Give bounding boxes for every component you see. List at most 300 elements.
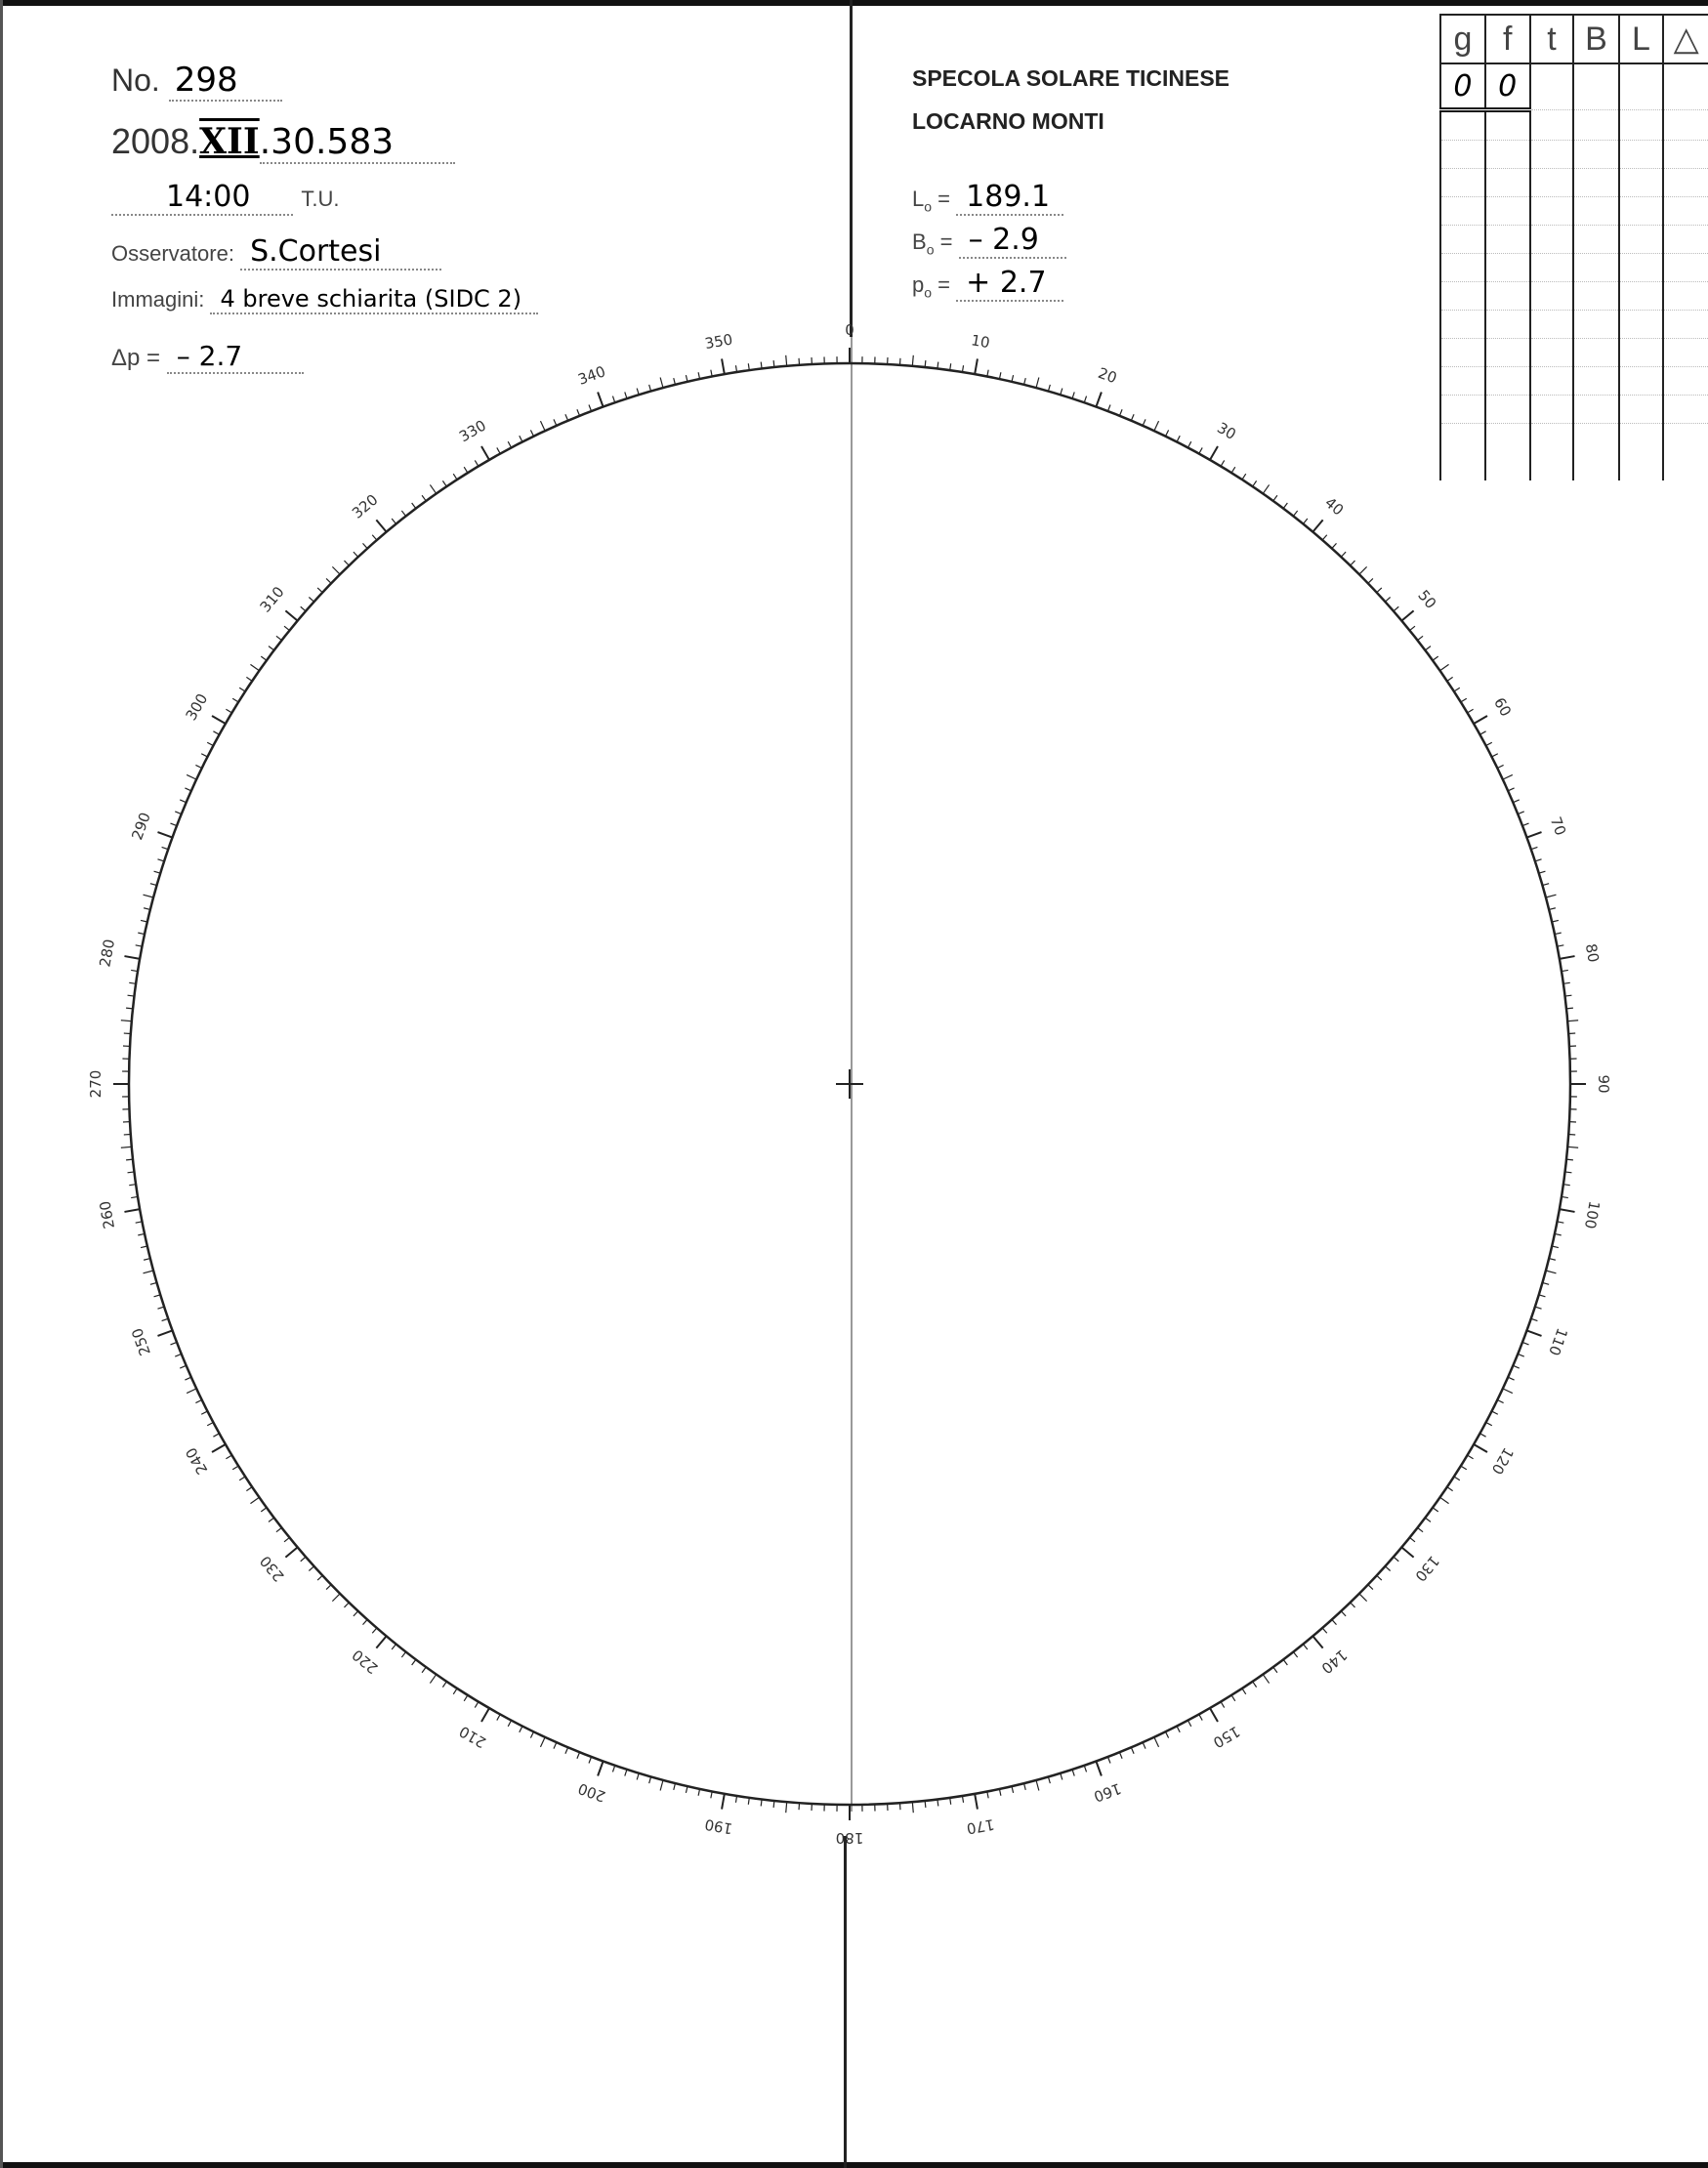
date-year: 2008. (111, 121, 200, 161)
degree-label: 190 (703, 1814, 734, 1838)
degree-tick (392, 1645, 396, 1649)
degree-tick (1221, 1702, 1225, 1708)
degree-tick (1433, 1508, 1438, 1512)
degree-tick (276, 1527, 282, 1531)
number-label: No. (111, 63, 160, 98)
degree-tick (1061, 389, 1062, 396)
degree-tick (250, 664, 259, 670)
degree-tick (1535, 1307, 1542, 1309)
degree-label: 60 (1490, 694, 1516, 720)
degree-label: 80 (1581, 941, 1603, 964)
degree-tick (1479, 1434, 1485, 1437)
b0-value: – 2.9 (959, 223, 1066, 259)
degree-label: 140 (1317, 1646, 1351, 1678)
degree-tick (1312, 1636, 1322, 1647)
degree-tick (1479, 731, 1485, 734)
col-header-delta: △ (1663, 15, 1708, 63)
degree-tick (201, 1411, 207, 1414)
degree-tick (1564, 995, 1571, 996)
degree-tick (442, 1682, 446, 1688)
degree-label: 300 (182, 690, 212, 724)
degree-tick (269, 1518, 274, 1522)
degree-tick (520, 436, 522, 441)
degree-tick (138, 1233, 145, 1234)
degree-tick (226, 709, 231, 713)
degree-tick (1566, 1159, 1573, 1160)
degree-tick (213, 1434, 219, 1437)
degree-tick (226, 1455, 231, 1459)
l0-sub: o (924, 198, 933, 215)
degree-tick (761, 1799, 762, 1806)
degree-tick (1036, 1780, 1039, 1791)
degree-tick (170, 823, 177, 826)
degree-tick (1154, 421, 1159, 431)
degree-tick (1560, 956, 1575, 959)
degree-tick (317, 588, 322, 593)
degree-label: 100 (1580, 1199, 1604, 1230)
degree-tick (1518, 812, 1523, 814)
time-value: 14:00 (111, 180, 293, 216)
degree-tick (565, 414, 568, 420)
degree-tick (1322, 1628, 1327, 1633)
observer-label: Osservatore: (111, 241, 234, 266)
degree-tick (1293, 1652, 1297, 1658)
degree-tick (362, 1619, 367, 1624)
degree-tick (124, 956, 140, 959)
degree-tick (1418, 636, 1424, 640)
degree-tick (1497, 765, 1503, 768)
degree-tick (1535, 859, 1542, 861)
degree-label: 180 (835, 1829, 864, 1847)
degree-tick (187, 774, 196, 779)
degree-tick (175, 1354, 181, 1356)
degree-tick (975, 358, 978, 374)
degree-tick (1468, 709, 1474, 713)
degree-tick (157, 1330, 172, 1335)
degree-tick (686, 1786, 687, 1793)
degree-tick (144, 908, 150, 910)
degree-tick (598, 1761, 603, 1775)
degree-tick (1555, 933, 1562, 934)
degree-tick (1242, 1689, 1246, 1694)
degree-label: 120 (1487, 1444, 1518, 1478)
degree-tick (1508, 1377, 1514, 1380)
degree-tick (1303, 1645, 1307, 1649)
degree-tick (1036, 378, 1039, 389)
p0-value: + 2.7 (956, 266, 1063, 302)
degree-label: 230 (256, 1552, 288, 1585)
degree-label: 210 (456, 1722, 489, 1752)
degree-tick (1107, 1757, 1110, 1764)
degree-tick (773, 1801, 774, 1808)
date-month: XII (199, 121, 260, 162)
degree-tick (1425, 1518, 1431, 1522)
degree-tick (195, 1400, 201, 1403)
degree-tick (1143, 419, 1146, 425)
degree-label: 330 (456, 416, 489, 446)
degree-tick (1440, 1497, 1449, 1503)
degree-label: 90 (1595, 1074, 1612, 1094)
degree-tick (354, 1611, 358, 1616)
degree-tick (276, 636, 282, 640)
degree-tick (401, 511, 405, 517)
degree-tick (144, 1271, 154, 1273)
b0-equals: = (939, 229, 953, 254)
degree-tick (1555, 1233, 1562, 1234)
degree-tick (1401, 1547, 1413, 1557)
degree-tick (1154, 1737, 1159, 1747)
degree-tick (1061, 1773, 1062, 1780)
degree-tick (401, 1652, 405, 1658)
degree-tick (1199, 447, 1202, 453)
degree-label: 200 (575, 1779, 608, 1806)
degree-tick (1273, 1667, 1277, 1673)
degree-label: 130 (1411, 1552, 1443, 1585)
degree-tick (362, 543, 367, 548)
degree-tick (937, 1799, 938, 1806)
degree-label: 250 (128, 1325, 154, 1358)
degree-tick (1410, 626, 1415, 630)
degree-tick (698, 1789, 699, 1796)
degree-tick (1513, 800, 1519, 803)
degree-tick (1024, 1783, 1026, 1790)
degree-tick (128, 1172, 135, 1173)
degree-tick (1539, 1295, 1546, 1297)
degree-tick (637, 389, 639, 396)
degree-tick (1461, 1466, 1467, 1470)
degree-tick (170, 1342, 177, 1345)
degree-tick (1522, 1342, 1529, 1345)
col-header-g: g (1440, 15, 1485, 63)
degree-label: 150 (1210, 1722, 1243, 1752)
degree-tick (157, 832, 172, 837)
degree-tick (1107, 404, 1110, 411)
degree-tick (1447, 1487, 1453, 1491)
degree-tick (1231, 1695, 1235, 1701)
degree-tick (520, 1727, 522, 1732)
observatory-name-line1: SPECOLA SOLARE TICINESE (912, 65, 1230, 91)
degree-tick (1166, 1731, 1169, 1737)
degree-tick (1385, 597, 1390, 602)
degree-tick (301, 1557, 306, 1562)
degree-tick (1119, 1752, 1122, 1758)
degree-tick (1253, 480, 1257, 486)
degree-label: 50 (1414, 586, 1440, 612)
degree-tick (975, 1794, 978, 1810)
degree-tick (1177, 1727, 1180, 1732)
degree-tick (261, 1508, 267, 1512)
degree-tick (1492, 1411, 1498, 1414)
p0-sub: o (924, 284, 933, 301)
degree-tick (1187, 441, 1190, 447)
degree-tick (185, 788, 190, 791)
degree-tick (154, 871, 161, 873)
degree-tick (326, 578, 331, 583)
degree-tick (1447, 677, 1453, 681)
degree-tick (497, 1714, 500, 1720)
degree-tick (246, 1487, 252, 1491)
l0-value: 189.1 (956, 180, 1063, 216)
degree-tick (1368, 578, 1373, 583)
degree-tick (1425, 646, 1431, 650)
degree-tick (284, 626, 289, 630)
degree-tick (1513, 1365, 1519, 1368)
degree-tick (1546, 1271, 1557, 1273)
degree-tick (1231, 467, 1235, 473)
degree-tick (999, 372, 1000, 379)
images-label: Immagini: (111, 287, 205, 312)
degree-tick (284, 1537, 289, 1541)
degree-label: 240 (182, 1444, 212, 1478)
degree-tick (422, 1667, 426, 1673)
degree-tick (144, 895, 154, 897)
degree-tick (660, 378, 663, 389)
degree-tick (1312, 520, 1322, 531)
degree-tick (201, 754, 207, 757)
degree-tick (1564, 1172, 1571, 1173)
degree-tick (1566, 1008, 1573, 1009)
degree-tick (207, 1422, 213, 1425)
degree-label: 20 (1095, 363, 1120, 388)
degree-tick (698, 372, 699, 379)
degree-tick (301, 606, 306, 611)
col-header-t: t (1530, 15, 1574, 63)
degree-tick (1283, 1659, 1287, 1665)
degree-tick (138, 933, 145, 934)
degree-tick (1332, 543, 1337, 548)
degree-tick (344, 1603, 349, 1607)
degree-tick (1166, 430, 1169, 436)
degree-tick (1253, 1682, 1257, 1688)
degree-tick (1518, 1354, 1523, 1356)
degree-label: 160 (1091, 1779, 1124, 1806)
degree-tick (372, 535, 377, 540)
degree-tick (250, 1497, 259, 1503)
degree-tick (1503, 774, 1513, 779)
degree-tick (1072, 1770, 1074, 1776)
observatory-name-line2: LOCARNO MONTI (912, 108, 1104, 134)
cell-f: 0 (1485, 63, 1530, 110)
degree-tick (786, 1802, 787, 1813)
degree-tick (1410, 1537, 1415, 1541)
degree-tick (625, 1770, 627, 1776)
degree-tick (1418, 1527, 1424, 1531)
degree-tick (430, 484, 436, 493)
degree-tick (1549, 908, 1556, 910)
degree-label: 170 (965, 1814, 996, 1838)
degree-tick (1497, 1400, 1503, 1403)
degree-tick (1454, 1477, 1460, 1480)
delta-p-label: Δp = (111, 345, 161, 371)
degree-tick (1221, 460, 1225, 466)
degree-tick (376, 520, 386, 531)
degree-tick (412, 503, 416, 509)
degree-tick (1273, 495, 1277, 501)
degree-tick (773, 360, 774, 367)
degree-tick (1351, 1603, 1355, 1607)
degree-label: 10 (970, 331, 992, 353)
degree-tick (999, 1789, 1000, 1796)
degree-tick (912, 355, 913, 366)
degree-tick (1503, 1389, 1513, 1394)
degree-tick (180, 800, 186, 803)
degree-tick (232, 1466, 238, 1470)
degree-tick (1549, 1259, 1556, 1261)
degree-tick (269, 646, 274, 650)
degree-tick (344, 561, 349, 565)
degree-tick (412, 1659, 416, 1665)
degree-tick (1546, 895, 1557, 897)
degree-tick (1303, 519, 1307, 523)
degree-tick (612, 1766, 614, 1772)
degree-tick (1072, 392, 1074, 398)
degree-tick (786, 355, 787, 366)
degree-tick (141, 1246, 147, 1248)
degree-tick (497, 447, 500, 453)
degree-tick (1293, 511, 1297, 517)
degree-tick (464, 467, 468, 473)
degree-tick (1341, 1611, 1346, 1616)
degree-tick (1024, 378, 1026, 385)
degree-tick (1461, 698, 1467, 702)
degree-tick (589, 404, 592, 411)
degree-label: 270 (87, 1069, 104, 1099)
images-value: 4 breve schiarita (SIDC 2) (210, 285, 538, 314)
degree-tick (1377, 588, 1382, 593)
degree-tick (1177, 436, 1180, 441)
degree-tick (660, 1780, 663, 1791)
degree-tick (540, 421, 545, 431)
degree-tick (1531, 1318, 1538, 1320)
degree-tick (637, 1773, 639, 1780)
degree-tick (317, 1575, 322, 1580)
degree-label: 290 (128, 810, 154, 843)
degree-tick (212, 1444, 226, 1452)
degree-tick (1526, 1330, 1541, 1335)
degree-tick (453, 1689, 457, 1694)
degree-tick (475, 1702, 479, 1708)
degree-tick (175, 812, 181, 814)
degree-tick (912, 1802, 913, 1813)
degree-tick (1012, 1786, 1014, 1793)
degree-tick (1096, 392, 1101, 406)
degree-tick (1341, 552, 1346, 557)
degree-tick (722, 358, 725, 374)
degree-tick (126, 1159, 133, 1160)
degree-tick (157, 1307, 164, 1309)
observer-value: S.Cortesi (240, 234, 441, 271)
degree-tick (1539, 871, 1546, 873)
degree-tick (1454, 688, 1460, 691)
degree-tick (1492, 754, 1498, 757)
degree-tick (1474, 716, 1487, 724)
degree-tick (285, 610, 297, 620)
col-header-b: B (1573, 15, 1618, 63)
col-header-l: L (1619, 15, 1664, 63)
degree-tick (187, 1389, 196, 1394)
degree-tick (464, 1695, 468, 1701)
degree-tick (239, 688, 245, 691)
degree-tick (422, 495, 426, 501)
degree-tick (598, 392, 603, 406)
degree-tick (1508, 788, 1514, 791)
degree-tick (1368, 1585, 1373, 1590)
degree-label: 30 (1214, 418, 1239, 443)
degree-tick (162, 847, 169, 849)
degree-label: 70 (1546, 813, 1570, 839)
degree-tick (1119, 409, 1122, 415)
degree-tick (577, 1752, 580, 1758)
degree-tick (1377, 1575, 1382, 1580)
degree-tick (1526, 832, 1541, 837)
degree-tick (141, 920, 147, 922)
degree-tick (195, 765, 201, 768)
degree-tick (1359, 566, 1367, 574)
degree-tick (354, 552, 358, 557)
degree-label: 40 (1321, 493, 1348, 520)
degree-tick (453, 474, 457, 479)
degree-tick (1394, 1557, 1398, 1562)
degree-tick (232, 698, 238, 702)
l0-equals: = (937, 187, 951, 211)
degree-tick (554, 419, 557, 425)
degree-tick (157, 859, 164, 861)
degree-tick (1322, 535, 1327, 540)
degree-tick (1474, 1444, 1487, 1452)
degree-tick (1351, 561, 1355, 565)
degree-tick (686, 375, 687, 382)
degree-tick (1283, 503, 1287, 509)
degree-tick (1096, 1761, 1101, 1775)
l0-label: L (912, 187, 925, 211)
degree-tick (162, 1318, 169, 1320)
degree-tick (212, 716, 226, 724)
degree-label: 320 (349, 490, 382, 522)
degree-tick (612, 396, 614, 403)
degree-tick (925, 1801, 926, 1808)
degree-tick (508, 441, 511, 447)
degree-tick (1486, 742, 1492, 745)
degree-tick (722, 1794, 725, 1810)
degree-tick (1359, 1594, 1367, 1602)
degree-tick (442, 480, 446, 486)
degree-tick (1210, 446, 1218, 460)
degree-tick (239, 1477, 245, 1480)
degree-tick (481, 1708, 489, 1722)
degree-tick (481, 446, 489, 460)
time-unit: T.U. (301, 187, 340, 211)
degree-tick (530, 1731, 533, 1737)
degree-tick (1332, 1619, 1337, 1624)
degree-tick (1440, 664, 1449, 670)
degree-tick (937, 362, 938, 369)
degree-tick (332, 566, 340, 574)
degree-tick (554, 1742, 557, 1748)
degree-tick (1468, 1455, 1474, 1459)
degree-tick (126, 1008, 133, 1009)
degree-tick (1143, 1742, 1146, 1748)
degree-tick (1199, 1714, 1202, 1720)
degree-label: 260 (96, 1199, 119, 1230)
degree-tick (1242, 474, 1246, 479)
degree-tick (625, 392, 627, 398)
b0-label: B (912, 229, 927, 254)
degree-tick (1187, 1721, 1190, 1727)
degree-tick (925, 360, 926, 367)
degree-tick (207, 742, 213, 745)
degree-label: 350 (703, 330, 734, 354)
degree-tick (1263, 484, 1269, 493)
